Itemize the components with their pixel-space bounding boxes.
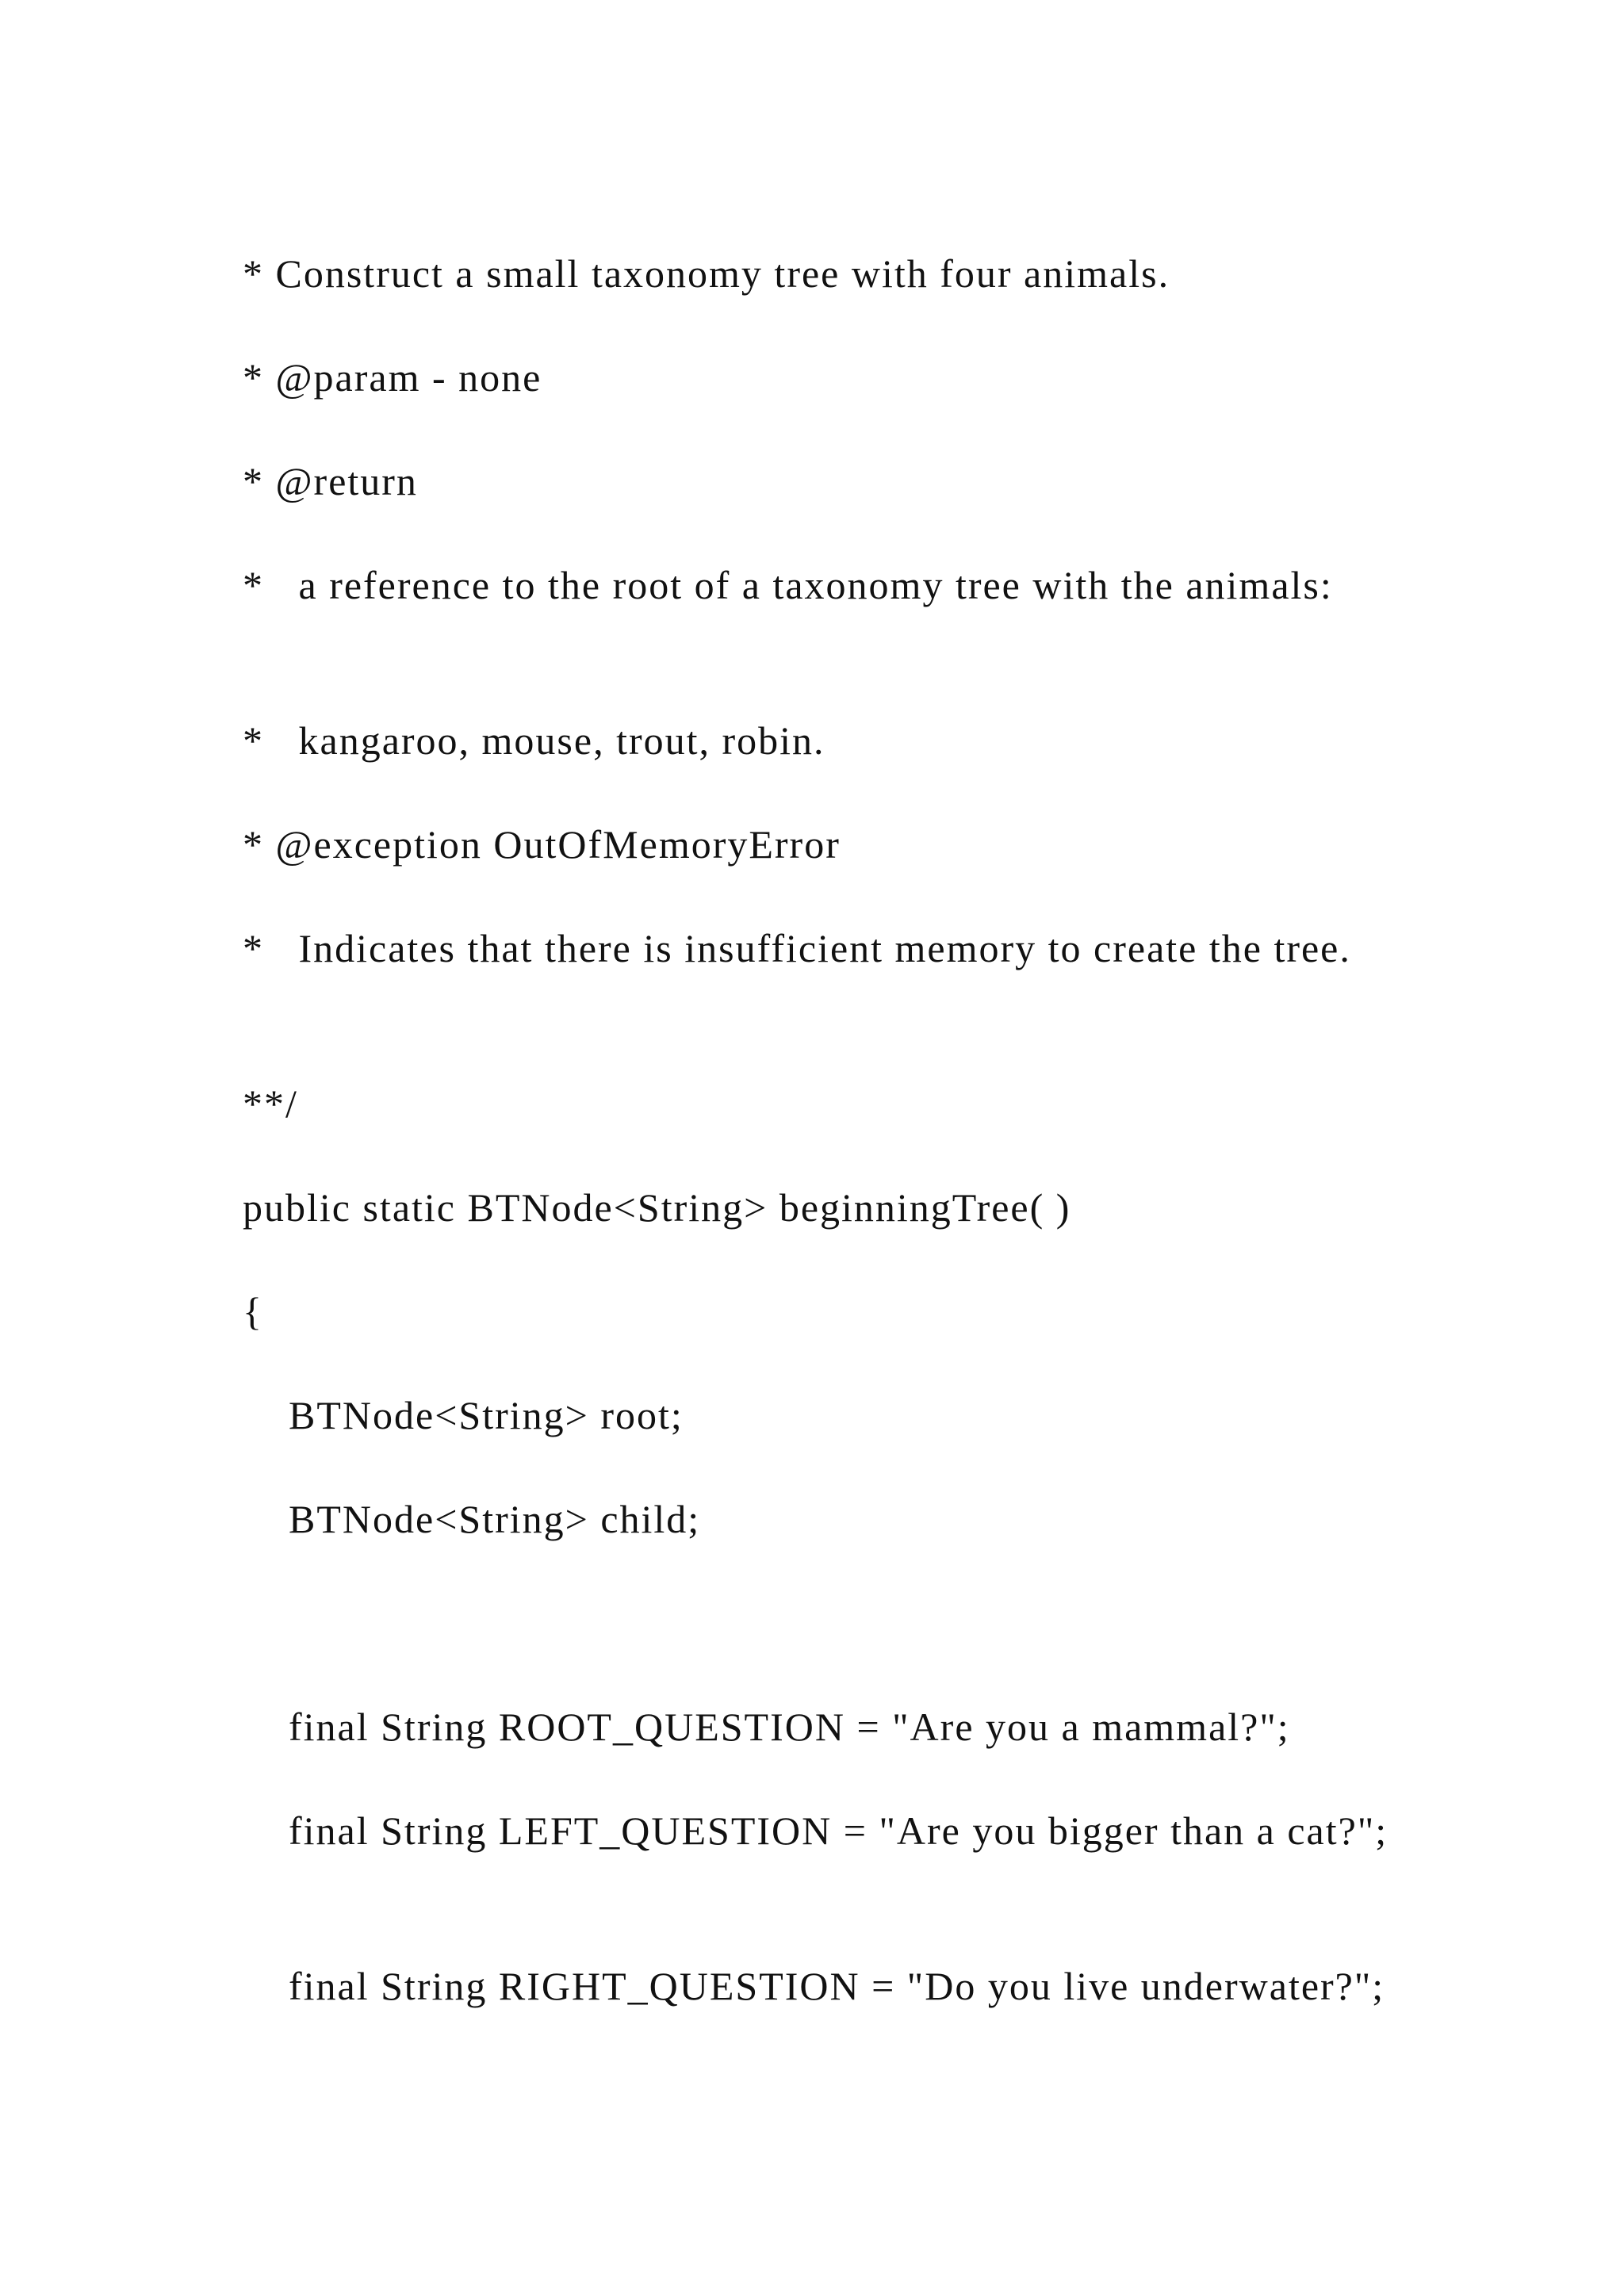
doc-line: final String ROOT_QUESTION = "Are you a mammal?"; <box>197 1705 1290 1749</box>
doc-line: BTNode<String> root; <box>197 1393 684 1437</box>
doc-line: * Construct a small taxonomy tree with four animals. <box>197 251 1170 296</box>
doc-line: * @param - none <box>197 355 542 400</box>
doc-line: * Indicates that there is insufficient memory to create the tree. <box>197 926 1351 970</box>
doc-line: final String RIGHT_QUESTION = "Do you live underwater?"; <box>197 1964 1385 2008</box>
doc-line: * a reference to the root of a taxonomy tree with the animals: <box>197 563 1333 607</box>
doc-line: * @exception OutOfMemoryError <box>197 822 841 867</box>
doc-line: * @return <box>197 459 418 503</box>
doc-line: * kangaroo, mouse, trout, robin. <box>197 718 825 763</box>
doc-line: public static BTNode<String> beginningTree( ) <box>197 1185 1071 1230</box>
doc-line: final String LEFT_QUESTION = "Are you bigger than a cat?"; <box>197 1808 1388 1853</box>
doc-line: { <box>197 1289 263 1334</box>
doc-line: **/ <box>197 1081 298 1126</box>
doc-line: BTNode<String> child; <box>197 1497 701 1541</box>
